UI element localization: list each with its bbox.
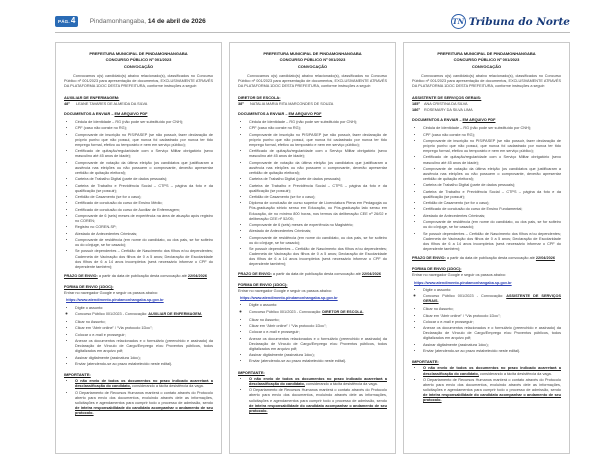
documents-list bbox=[412, 126, 561, 252]
documents-heading: DOCUMENTOS A ENVIAR – EM ARQUIVO PDF bbox=[238, 111, 322, 116]
step-digite-assunto: • Digite o assunto: bbox=[75, 306, 213, 311]
document-item: • Diploma de conclusão de curso superior de Licenciatura Plena em Pedagogia ou Pós-graduação stricto sensu em Educação, ou Pós-graduação lato sensu em Educação, de no mínimo 800 horas, nos termos da deliberação CEE nº 26/02 e deliberação CEE nº 52/05; bbox=[249, 201, 387, 222]
step-item: • Colocar o e-mail e prosseguir; bbox=[423, 320, 561, 325]
document-item: • Certificado de quitação/regularidade com o Serviço Militar obrigatório (sexo masculino até 45 anos de idade); bbox=[249, 149, 387, 159]
role-heading: AUXILIAR DE ENFERMAGEM: bbox=[64, 94, 120, 100]
document-item: • Se possuir dependentes – Certidão de Nascimento dos filhos e/ou dependentes; Caderneta de Vacinação dos filhos de 0 a 5 anos; Declaração de Escolaridade dos filhos de 6 a 14 anos incompletos (será necessário informar o CPF do dependente também); bbox=[423, 232, 561, 253]
steps-list bbox=[64, 320, 213, 367]
candidate-name: ROSEMARY DA SILVA LIMA bbox=[424, 107, 473, 112]
document-item: • Certificado de quitação/regularidade com o Serviço Militar obrigatório (sexo masculino até 45 anos de idade); bbox=[75, 149, 213, 159]
candidate-row bbox=[238, 102, 387, 107]
page-badge-prefix: PÁG. bbox=[58, 19, 70, 25]
forma-intro: Entrar no navegador Google e seguir os passos abaixo: bbox=[64, 291, 158, 296]
candidate-name: NATALIA MARIA RITA MARCONDES DE SOUZA bbox=[250, 101, 334, 106]
step-digite-assunto: • Digite o assunto: bbox=[423, 288, 561, 293]
notice-title: CONVOCAÇÃO bbox=[123, 63, 154, 69]
step-item: • Colocar o e-mail e prosseguir; bbox=[249, 330, 387, 335]
prazo-line: PRAZO DE ENVIO: a partir da data de publicação desta convocação até 22/04/2026 bbox=[412, 256, 555, 260]
document-item: • Carteira de Trabalho e Previdência Social – CTPS – página da foto e da qualificação (se possuir); bbox=[249, 184, 387, 194]
document-item: • Carteira de Trabalho Digital (parte de dados pessoais); bbox=[249, 177, 387, 182]
document-item: • Atestado de Antecedentes Criminais; bbox=[423, 214, 561, 219]
step-item: • Assinar digitalmente (assinatura 1doc); bbox=[423, 343, 561, 348]
importante-heading: IMPORTANTE: bbox=[412, 359, 439, 365]
importante-heading: IMPORTANTE: bbox=[64, 371, 91, 377]
step-item: • Clicar no Assunto; bbox=[423, 307, 561, 312]
step-item: • Clicar no Assunto; bbox=[75, 320, 213, 325]
importante-item: • O não envio de todos os documentos no prazo indicado acarretará a desclassificação do candidato, considerando a tácita desistência da vaga. bbox=[249, 377, 387, 387]
importante-item: • O Departamento de Recursos Humanos manterá o contato através do Protocolo aberto para envio dos documentos, evoluindo através dele as informações, solicitações e agendamentos para cumprir todo o processo de admissão, sendo de inteira responsabilidade do candidato acompanhar o andamento de seu protocolo. bbox=[249, 388, 387, 414]
step-item: • Enviar (atendendo-se ao prazo estabelecido neste edital). bbox=[75, 362, 213, 367]
candidate-rank: 185ª bbox=[412, 101, 420, 106]
notice-intro: Convocamos o(s) candidato(s) abaixo relacionado(s), classificados no Concurso Público nº 001/2023 para apresentação de documentos, EXCLUSIVAMENTE ATRAVÉS DA PLATAFORMA 1DOC DESTA PREFEITURA, conforme instruções a seguir: bbox=[238, 74, 387, 89]
document-item: • Certidão de Casamento (se for o caso); bbox=[75, 195, 213, 200]
document-item: • Se possuir dependentes – Certidão de Nascimento dos filhos e/ou dependentes; Caderneta de Vacinação dos filhos de 0 a 5 anos; Declaração de Escolaridade dos filhos de 6 a 14 anos incompletos (será necessário informar o CPF do dependente também); bbox=[75, 249, 213, 270]
step-item: • Anexar os documentos relacionados e o formulário (preenchido e assinado) da Declaração de Vínculo de Cargo/Emprego e/ou Proventos públicos, todos digitalizados em arquivo pdf; bbox=[249, 337, 387, 352]
page-badge-number: 4 bbox=[70, 16, 76, 26]
notice-assistente-de-servicos-gerais bbox=[403, 42, 570, 454]
1doc-portal-link[interactable]: https://www.atendimento.pindamonhangaba.sp.gov.br bbox=[66, 298, 164, 303]
step-subject: ◦ Concurso Público 001/2023 - Convocação: DIRETOR DE ESCOLA. bbox=[249, 310, 387, 315]
document-item: • Comprovante de 6 (seis) meses de experiência no Magistério; bbox=[249, 223, 387, 228]
step-item: • Anexar os documentos relacionados e o formulário (preenchido e assinado) da Declaração de Vínculo de Cargo/Emprego e/ou Proventos públicos, todos digitalizados em arquivo pdf; bbox=[423, 326, 561, 341]
notice-org: PREFEITURA MUNICIPAL DE PINDAMONHANGABA bbox=[89, 51, 188, 56]
notice-org: PREFEITURA MUNICIPAL DE PINDAMONHANGABA bbox=[437, 51, 536, 56]
importante-item: • O Departamento de Recursos Humanos manterá o contato através do Protocolo aberto para envio dos documentos, evoluindo através dele as informações, solicitações e agendamentos para cumprir todo o processo de admissão, sendo de inteira responsabilidade do candidato acompanhar o andamento de seu protocolo. bbox=[423, 378, 561, 404]
step-subject: ◦ Concurso Público 001/2023 - Convocação: AUXILIAR DE ENFERMAGEM. bbox=[75, 312, 213, 317]
page-number-badge bbox=[55, 16, 78, 27]
document-item: • Comprovante de 6 (seis) meses de experiência na área de atuação após registro no COREN; bbox=[75, 214, 213, 224]
notice-contest: CONCURSO PÚBLICO Nº 001/2023 bbox=[453, 57, 520, 63]
role-heading: DIRETOR DE ESCOLA: bbox=[238, 94, 281, 100]
candidate-name: LEANE TAVARES DE ALMEIDA DA SILVA bbox=[76, 101, 148, 106]
candidate-row bbox=[412, 108, 561, 113]
1doc-portal-link[interactable]: https://www.atendimento.pindamonhangaba.sp.gov.br bbox=[240, 296, 338, 301]
document-item: • Cédula de Identidade – RG (não pode ser substituído por CNH); bbox=[249, 120, 387, 125]
step-item: • Clicar em “Abrir online” / “Via protocolo 1Doc”; bbox=[249, 324, 387, 329]
forma-intro: Entrar no navegador Google e seguir os passos abaixo: bbox=[238, 288, 332, 293]
dateline-date: 14 de abril de 2026 bbox=[147, 18, 206, 26]
document-item: • Certidão de Casamento (se for o caso); bbox=[249, 195, 387, 200]
forma-heading: FORMA DE ENVIO (1DOC): bbox=[64, 284, 114, 290]
1doc-portal-link[interactable]: https://www.atendimento.pindamonhangaba.sp.gov.br bbox=[414, 280, 512, 285]
steps-list-top bbox=[64, 306, 213, 317]
step-item: • Assinar digitalmente (assinatura 1doc); bbox=[249, 353, 387, 358]
document-item: • Comprovante de residência (em nome do candidato, ou dos pais, se for solteiro ou do cônjuge, se for casado); bbox=[249, 236, 387, 246]
notice-intro: Convocamos o(s) candidato(s) abaixo relacionado(s), classificados no Concurso Público nº 001/2023 para apresentação de documentos, EXCLUSIVAMENTE ATRAVÉS DA PLATAFORMA 1DOC DESTA PREFEITURA, conforme instruções a seguir: bbox=[64, 74, 213, 89]
forma-heading: FORMA DE ENVIO (1DOC): bbox=[412, 266, 462, 272]
notice-title: CONVOCAÇÃO bbox=[297, 63, 328, 69]
masthead-divider bbox=[55, 32, 570, 33]
importante-list bbox=[238, 377, 387, 414]
document-item: • Carteira de Trabalho e Previdência Social – CTPS – página da foto e da qualificação (se possuir); bbox=[75, 184, 213, 194]
documents-list bbox=[64, 120, 213, 270]
newspaper-name: Tribuna do Norte bbox=[468, 15, 570, 28]
document-item: • Certificado de quitação/regularidade com o Serviço Militar obrigatório (sexo masculino até 45 anos de idade); bbox=[423, 155, 561, 165]
candidate-list bbox=[238, 102, 387, 107]
candidate-list bbox=[412, 102, 561, 113]
importante-item: • O Departamento de Recursos Humanos manterá o contato através do Protocolo aberto para envio dos documentos, evoluindo através dele as informações, solicitações e agendamentos para cumprir todo o processo de admissão, sendo de inteira responsabilidade do candidato acompanhar o andamento de seu protocolo. bbox=[75, 391, 213, 417]
documents-list bbox=[238, 120, 387, 268]
importante-heading: IMPORTANTE: bbox=[238, 369, 265, 375]
document-item: • Comprovante de votação da última eleição (os candidatos que justificaram a ausência nas eleições ou não possuem o comprovante, deverão apresentar certidão de quitação eleitoral); bbox=[249, 161, 387, 176]
document-item: • Carteira de Trabalho Digital (parte de dados pessoais); bbox=[423, 183, 561, 188]
candidate-row bbox=[64, 102, 213, 107]
candidate-row bbox=[412, 102, 561, 107]
document-item: • Comprovante de inscrição no PIS/PASEP (se não possuir, fazer declaração de próprio punho que não possui, que nunca foi cadastrado por nunca ter tido emprego formal, efetivo ou temporário e nem em serviço público); bbox=[75, 133, 213, 148]
candidate-list bbox=[64, 102, 213, 107]
step-item: • Clicar em “Abrir online” / “Via protocolo 1Doc”; bbox=[75, 326, 213, 331]
role-heading: ASSISTENTE DE SERVIÇOS GERAIS: bbox=[412, 94, 482, 100]
document-item: • Cédula de Identidade – RG (não pode ser substituído por CNH); bbox=[75, 120, 213, 125]
importante-item: • O não envio de todos os documentos no prazo indicado acarretará a desclassificação do candidato, considerando a tácita desistência da vaga. bbox=[423, 366, 561, 376]
document-item: • Comprovante de inscrição no PIS/PASEP (se não possuir, fazer declaração de próprio punho que não possui, que nunca foi cadastrado por nunca ter tido emprego formal, efetivo ou temporário e nem em serviço público); bbox=[249, 133, 387, 148]
importante-list bbox=[412, 366, 561, 403]
notice-intro: Convocamos o(s) candidato(s) abaixo relacionado(s), classificados no Concurso Público nº 001/2023 para apresentação de documentos, EXCLUSIVAMENTE ATRAVÉS DA PLATAFORMA 1DOC DESTA PREFEITURA, conforme instruções a seguir: bbox=[412, 74, 561, 89]
documents-heading: DOCUMENTOS A ENVIAR – EM ARQUIVO PDF bbox=[412, 118, 496, 123]
document-item: • Comprovante de residência (em nome do candidato, ou dos pais, se for solteiro ou do cônjuge, se for casado); bbox=[423, 220, 561, 230]
document-item: • Atestado de Antecedentes Criminais; bbox=[75, 232, 213, 237]
candidate-rank: 186ª bbox=[412, 107, 420, 112]
prazo-line: PRAZO DE ENVIO: a partir da data de publicação desta convocação até 22/04/2026 bbox=[238, 271, 381, 276]
dateline bbox=[90, 18, 206, 25]
step-subject: ◦ Concurso Público 001/2023 - Convocação: ASSISTENTE DE SERVIÇOS GERAIS. bbox=[423, 294, 561, 304]
step-item: • Clicar no Assunto; bbox=[249, 318, 387, 323]
document-item: • Certificado de conclusão do curso de Ensino Médio; bbox=[75, 201, 213, 206]
document-item: • Carteira de Trabalho e Previdência Social – CTPS – página da foto e da qualificação (se possuir); bbox=[423, 190, 561, 200]
forma-heading: FORMA DE ENVIO (1DOC): bbox=[238, 281, 288, 287]
document-item: • Se possuir dependentes – Certidão de Nascimento dos filhos e/ou dependentes; Caderneta de Vacinação dos filhos de 0 a 5 anos; Declaração de Escolaridade dos filhos de 6 a 14 anos incompletos (será necessário informar o CPF do dependente também); bbox=[249, 247, 387, 268]
steps-list bbox=[238, 318, 387, 365]
document-item: • CPF (caso não conste no RG); bbox=[423, 133, 561, 138]
dateline-city: Pindamonhangaba, bbox=[89, 18, 147, 26]
step-item: • Colocar o e-mail e prosseguir; bbox=[75, 333, 213, 338]
document-item: • Atestado de Antecedentes Criminais; bbox=[249, 229, 387, 234]
step-digite-assunto: • Digite o assunto: bbox=[249, 303, 387, 308]
document-item: • Comprovante de inscrição no PIS/PASEP (se não possuir, fazer declaração de próprio punho que não possui, que nunca foi cadastrado por nunca ter tido emprego formal, efetivo ou temporário e nem em serviço público); bbox=[423, 139, 561, 154]
step-item: • Anexar os documentos relacionados e o formulário (preenchido e assinado) da Declaração de Vínculo de Cargo/Emprego e/ou Proventos públicos, todos digitalizados em arquivo pdf; bbox=[75, 339, 213, 354]
step-item: • Enviar (atendendo-se ao prazo estabelecido neste edital). bbox=[249, 359, 387, 364]
notice-contest: CONCURSO PÚBLICO Nº 001/2023 bbox=[105, 57, 172, 63]
notice-org: PREFEITURA MUNICIPAL DE PINDAMONHANGABA bbox=[263, 51, 362, 56]
steps-list-top bbox=[412, 288, 561, 305]
notice-contest: CONCURSO PÚBLICO Nº 001/2023 bbox=[279, 57, 346, 63]
document-item: • Certificado de conclusão do curso de Auxiliar de Enfermagem; bbox=[75, 208, 213, 213]
document-item: • Certidão de Casamento (se for o caso); bbox=[423, 201, 561, 206]
steps-list bbox=[412, 307, 561, 354]
documents-heading: DOCUMENTOS A ENVIAR – EM ARQUIVO PDF bbox=[64, 111, 148, 116]
document-item: • CPF (caso não conste no RG); bbox=[249, 126, 387, 131]
document-item: • Comprovante de votação da última eleição (os candidatos que justificaram a ausência nas eleições ou não possuem o comprovante, deverão apresentar certidão de quitação eleitoral); bbox=[75, 161, 213, 176]
newspaper-logo bbox=[451, 14, 570, 29]
candidate-rank: 48ª bbox=[64, 101, 70, 106]
document-item: • Certificado de conclusão do curso de Ensino Fundamental; bbox=[423, 207, 561, 212]
document-item: • Registro no COREN-SP; bbox=[75, 225, 213, 230]
masthead bbox=[55, 13, 570, 33]
document-item: • Comprovante de residência (em nome do candidato, ou dos pais, se for solteiro ou do cônjuge, se for casado); bbox=[75, 238, 213, 248]
importante-list bbox=[64, 379, 213, 416]
steps-list-top bbox=[238, 303, 387, 314]
document-item: • Carteira de Trabalho Digital (parte de dados pessoais); bbox=[75, 177, 213, 182]
document-item: • Comprovante de votação da última eleição (os candidatos que justificaram a ausência nas eleições ou não possuem o comprovante, deverão apresentar certidão de quitação eleitoral); bbox=[423, 167, 561, 182]
tn-monogram-icon: TN bbox=[451, 14, 466, 29]
candidate-rank: 38ª bbox=[238, 101, 244, 106]
document-item: • Cédula de Identidade – RG (não pode ser substituído por CNH); bbox=[423, 126, 561, 131]
step-item: • Clicar em “Abrir online” / “Via protocolo 1Doc”; bbox=[423, 314, 561, 319]
document-item: • CPF (caso não conste no RG); bbox=[75, 126, 213, 131]
notice-diretor-de-escola bbox=[229, 42, 396, 454]
notices-area bbox=[55, 42, 570, 454]
forma-intro: Entrar no navegador Google e seguir os passos abaixo: bbox=[412, 273, 506, 278]
notice-auxiliar-de-enfermagem bbox=[55, 42, 222, 454]
prazo-line: PRAZO DE ENVIO: a partir da data de publicação desta convocação até 22/04/2026 bbox=[64, 273, 207, 278]
importante-item: • O não envio de todos os documentos no prazo indicado acarretará a desclassificação do candidato, considerando a tácita desistência da vaga. bbox=[75, 379, 213, 389]
step-item: • Enviar (atendendo-se ao prazo estabelecido neste edital). bbox=[423, 349, 561, 354]
candidate-name: ANA CRISTINA DA SILVA bbox=[424, 101, 468, 106]
step-item: • Assinar digitalmente (assinatura 1doc); bbox=[75, 356, 213, 361]
notice-title: CONVOCAÇÃO bbox=[471, 63, 502, 69]
